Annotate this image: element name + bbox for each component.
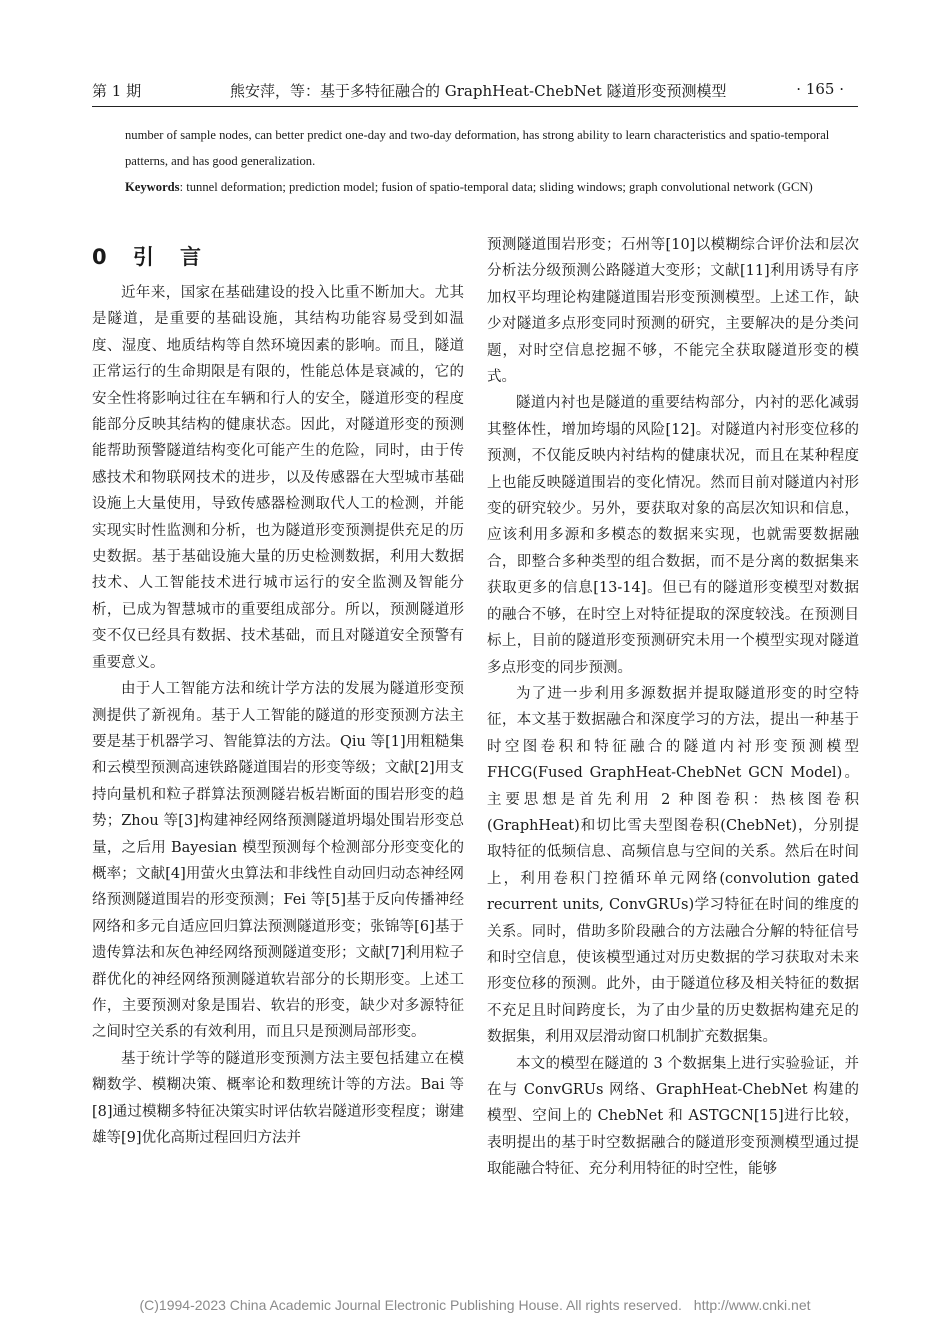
running-title: 熊安萍，等：基于多特征融合的 GraphHeat-ChebNet 隧道形变预测模型 <box>230 82 727 100</box>
keywords-text: : tunnel deformation; prediction model; fusion of spatio-temporal data; sliding windows; graph convolutional network (GCN) <box>179 180 813 194</box>
copyright-footer <box>0 1297 950 1313</box>
right-column <box>487 232 859 1183</box>
paragraph: 本文的模型在隧道的 3 个数据集上进行实验验证，并在与 ConvGRUs 网络、GraphHeat-ChebNet 构建的模型、空间上的 ChebNet 和 ASTGCN[15]进行比较，表明提出的基于时空数据融合的隧道形变预测模型通过提取能融合特征、充分利用特征的时空性，能够 <box>487 1055 859 1178</box>
page-number: · 165 · <box>796 80 844 98</box>
issue-number: 第 1 期 <box>92 82 142 100</box>
left-column <box>92 244 464 1151</box>
copyright-text: (C)1994-2023 China Academic Journal Electronic Publishing House. All rights reserved. <box>139 1297 682 1313</box>
paragraph: 由于人工智能方法和统计学方法的发展为隧道形变预测提供了新视角。基于人工智能的隧道的形变预测方法主要是基于机器学习、智能算法的方法。Qiu 等[1]用粗糙集和云模型预测高速铁路隧道围岩的形变等级；文献[2]用支持向量机和粒子群算法预测隧岩板岩断面的围岩形变的趋势；Zhou 等[3]构建神经网络预测隧道坍塌处围岩形变总量，之后用 Bayesian 模型预测每个检测部分形变变化的概率；文献[4]用萤火虫算法和非线性自动回归动态神经网络预测隧道围岩的形变预测；Fei 等[5]基于反向传播神经网络和多元自适应回归算法预测隧道形变；张锦等[6]基于遗传算法和灰色神经网络预测隧道变形；文献[7]利用粒子群优化的神经网络预测隧道软岩部分的长期形变。上述工作，主要预测对象是围岩、软岩的形变，缺少对多源特征之间时空关系的有效利用，而且只是预测局部形变。 <box>92 681 464 1041</box>
paragraph: 基于统计学等的隧道形变预测方法主要包括建立在模糊数学、模糊决策、概率论和数理统计等的方法。Bai 等[8]通过模糊多特征决策实时评估软岩隧道形变程度；谢建雄等[9]优化高斯过程回归方法并 <box>92 1050 464 1146</box>
footer-url[interactable]: http://www.cnki.net <box>693 1297 811 1313</box>
paragraph: 为了进一步利用多源数据并提取隧道形变的时空特征，本文基于数据融合和深度学习的方法，提出一种基于时空图卷积和特征融合的隧道内衬形变预测模型 FHCG(Fused GraphHeat-ChebNet GCN Model)。主要思想是首先利用 2 种图卷积：热核图卷积(GraphHeat)和切比雪夫型图卷积(ChebNet)，分别提取特征的低频信息、高频信息与空间的关系。然后在时间上，利用卷积门控循环单元网络(convolution gated recurrent units, ConvGRUs)学习特征在时间的维度的关系。同时，借助多阶段融合的方法融合分解的特征信号和时空信息，使该模型通过对历史数据的学习获取对未来形变位移的预测。此外，由于隧道位移及相关特征的数据不充足且时间跨度长，为了由少量的历史数据构建充足的数据集，利用双层滑动窗口机制扩充数据集。 <box>487 685 859 1046</box>
keywords-label: Keywords <box>125 180 180 194</box>
paragraph: 隧道内衬也是隧道的重要结构部分，内衬的恶化减弱其整体性，增加垮塌的风险[12]。对隧道内衬形变位移的预测，不仅能反映内衬结构的健康状况，而且在某种程度上也能反映隧道围岩的变化情况。然而目前对隧道内衬形变的研究较少。另外，要获取对象的高层次知识和信息，应该利用多源和多模态的数据来实现，也就需要数据融合，即整合多种类型的组合数据，而不是分离的数据集来获取更多的信息[13-14]。但已有的隧道形变模型对数据的融合不够，在时空上对特征提取的深度较浅。在预测目标上，目前的隧道形变预测研究未用一个模型实现对隧道多点形变的同步预测。 <box>487 395 859 676</box>
section-title: 0 引 言 <box>92 245 211 269</box>
abstract-continuation: number of sample nodes, can better predict one-day and two-day deformation, has strong ability to learn characteristics and spatio-temporal patterns, and has good generalization. <box>125 128 830 168</box>
keywords-line <box>125 174 865 200</box>
paragraph: 预测隧道围岩形变；石州等[10]以模糊综合评价法和层次分析法分级预测公路隧道大变形；文献[11]利用诱导有序加权平均理论构建隧道围岩形变预测模型。上述工作，缺少对隧道多点形变同时预测的研究，主要解决的是分类问题，对时空信息挖掘不够，不能完全获取隧道形变的模式。 <box>487 237 859 386</box>
running-header <box>92 78 858 107</box>
english-abstract <box>125 122 865 200</box>
paragraph: 近年来，国家在基础建设的投入比重不断加大。尤其是隧道，是重要的基础设施，其结构功能容易受到如温度、湿度、地质结构等自然环境因素的影响。而且，隧道正常运行的生命期限是有限的，性能总体是衰减的，它的安全性将影响过往在车辆和行人的安全，隧道形变的程度能部分反映其结构的健康状态。因此，对隧道形变的预测能帮助预警隧道结构变化可能产生的危险，同时，由于传感技术和物联网技术的进步，以及传感器在大型城市基础设施上大量使用，导致传感器检测取代人工的检测，并能实现实时性监测和分析，也为隧道形变预测提供充足的历史数据。基于基础设施大量的历史检测数据，利用大数据技术、人工智能技术进行城市运行的安全监测及智能分析，已成为智慧城市的重要组成部分。所以，预测隧道形变不仅已经具有数据、技术基础，而且对隧道安全预警有重要意义。 <box>92 285 464 671</box>
